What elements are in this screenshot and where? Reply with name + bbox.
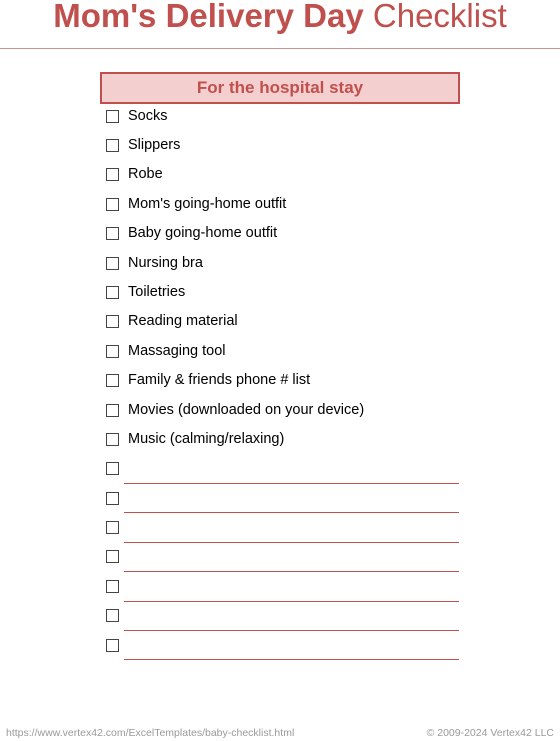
item-label: Baby going-home outfit (128, 225, 278, 241)
checkbox[interactable] (106, 345, 119, 358)
checklist-item (106, 194, 286, 214)
item-label: Toiletries (128, 284, 186, 300)
checklist-item (106, 311, 238, 331)
item-label: Nursing bra (128, 255, 203, 271)
blank-item (106, 605, 119, 625)
section-header: For the hospital stay (100, 72, 460, 104)
blank-item (106, 635, 119, 655)
item-label: Reading material (128, 313, 238, 329)
checklist-item (106, 253, 203, 273)
write-in-line[interactable] (124, 483, 459, 484)
blank-item (106, 488, 119, 508)
item-label: Massaging tool (128, 343, 226, 359)
checklist-item (106, 223, 277, 243)
footer-url[interactable]: https://www.vertex42.com/ExcelTemplates/baby-checklist.html (6, 727, 295, 739)
checkbox[interactable] (106, 492, 119, 505)
checkbox[interactable] (106, 227, 119, 240)
write-in-line[interactable] (124, 659, 459, 660)
item-label: Slippers (128, 137, 181, 153)
checklist-item (106, 282, 185, 302)
item-label: Robe (128, 166, 163, 182)
write-in-line[interactable] (124, 571, 459, 572)
checkbox[interactable] (106, 404, 119, 417)
checkbox[interactable] (106, 550, 119, 563)
checkbox[interactable] (106, 639, 119, 652)
checklist-item (106, 370, 310, 390)
write-in-line[interactable] (124, 542, 459, 543)
item-label: Socks (128, 108, 168, 124)
checkbox[interactable] (106, 257, 119, 270)
checklist-item (106, 164, 163, 184)
blank-item (106, 576, 119, 596)
checklist-item (106, 429, 284, 449)
checkbox[interactable] (106, 315, 119, 328)
item-label: Movies (downloaded on your device) (128, 402, 365, 418)
footer-copyright: © 2009-2024 Vertex42 LLC (426, 727, 554, 739)
checkbox[interactable] (106, 374, 119, 387)
item-label: Family & friends phone # list (128, 372, 311, 388)
checklist-item (106, 341, 226, 361)
write-in-line[interactable] (124, 512, 459, 513)
checkbox[interactable] (106, 168, 119, 181)
item-label: Music (calming/relaxing) (128, 431, 285, 447)
checkbox[interactable] (106, 198, 119, 211)
title-light: Checklist (372, 0, 507, 34)
page-title (0, 0, 560, 38)
item-label: Mom's going-home outfit (128, 196, 287, 212)
checkbox[interactable] (106, 110, 119, 123)
blank-item (106, 517, 119, 537)
write-in-line[interactable] (124, 601, 459, 602)
checklist-item (106, 106, 168, 126)
checkbox[interactable] (106, 139, 119, 152)
checkbox[interactable] (106, 286, 119, 299)
checklist-item (106, 400, 364, 420)
blank-item (106, 458, 119, 478)
checkbox[interactable] (106, 521, 119, 534)
checkbox[interactable] (106, 580, 119, 593)
checklist-item (106, 135, 180, 155)
title-bold: Mom's Delivery Day (53, 0, 364, 34)
checkbox[interactable] (106, 433, 119, 446)
checkbox[interactable] (106, 462, 119, 475)
blank-item (106, 546, 119, 566)
write-in-line[interactable] (124, 630, 459, 631)
checkbox[interactable] (106, 609, 119, 622)
title-divider (0, 48, 560, 49)
